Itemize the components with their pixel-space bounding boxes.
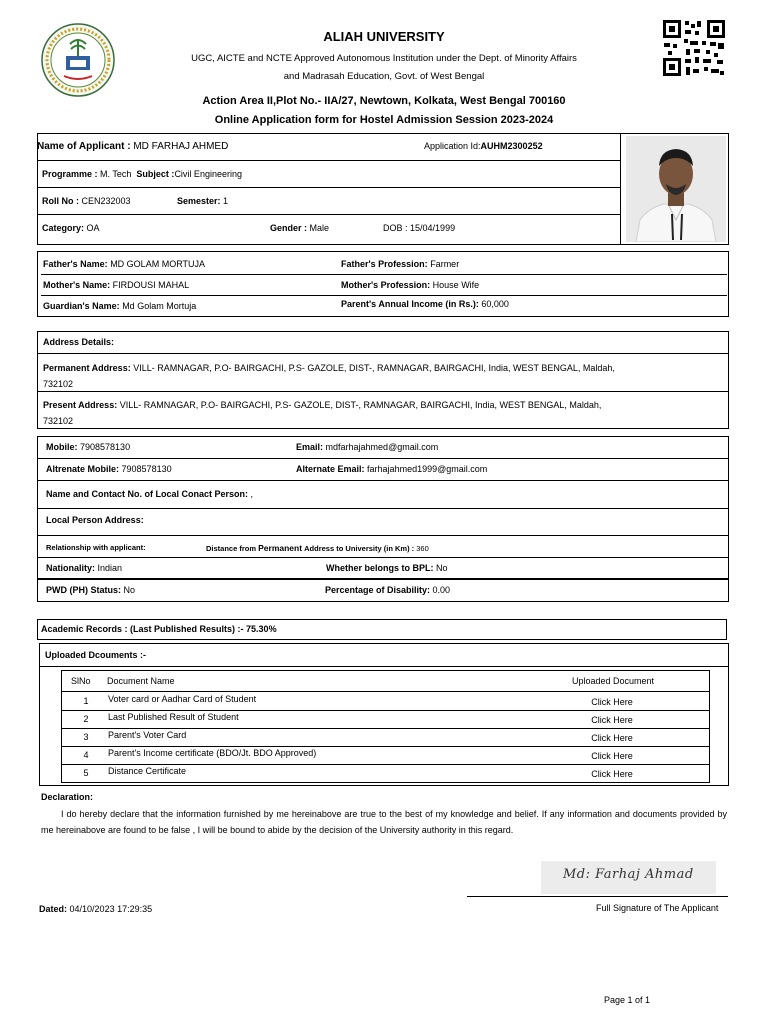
present-address-line1: VILL- RAMNAGAR, P.O- BAIRGACHI, P.S- GAZOLE, DIST-, RAMNAGAR, BAIRGACHI, India, WEST BENGAL, Maldah, [119,400,602,410]
doc-row-name: Parent's Income certificate (BDO/Jt. BDO Approved) [108,748,317,758]
alt-mobile-row: Altrenate Mobile: 7908578130 [46,464,172,474]
signature-line [467,896,728,897]
present-address: Present Address: VILL- RAMNAGAR, P.O- BAIRGACHI, P.S- GAZOLE, DIST-, RAMNAGAR, BAIRGACHI, India, WEST BENGAL, Maldah, 732102 [43,400,602,426]
gender-row: Gender : Male [270,223,330,233]
parent-income: 60,000 [481,299,509,309]
form-title: Online Application form for Hostel Admission Session 2023-2024 [214,114,554,126]
application-id-row: Application Id:AUHM2300252 [424,141,543,151]
parent-income-row: Parent's Annual Income (in Rs.): 60,000 [341,299,509,309]
doc-row-slno: 4 [83,750,89,760]
category-row: Category: OA [42,223,100,233]
university-logo [40,22,116,98]
category: OA [86,223,100,233]
dated-row: Dated: 04/10/2023 17:29:35 [39,904,153,914]
disability: 0.00 [432,585,451,595]
nationality: Indian [97,563,123,573]
doc-row-click-here-link[interactable]: Click Here [591,769,633,779]
mother-profession: House Wife [432,280,480,290]
disability-row: Percentage of Disability: 0.00 [325,585,451,595]
father-name-row: Father's Name: MD GOLAM MORTUJA [43,259,206,269]
university-subtitle-2: and Madrasah Education, Govt. of West Bengal [283,71,485,82]
doc-row-name: Voter card or Aadhar Card of Student [108,694,257,704]
roll-row: Roll No : CEN232003 [42,196,131,206]
academic-records: Academic Records : (Last Published Results) :- 75.30% [41,624,277,634]
doc-row-name: Last Published Result of Student [108,712,239,722]
semester: 1 [223,196,229,206]
permanent-address: Permanent Address: VILL- RAMNAGAR, P.O- BAIRGACHI, P.S- GAZOLE, DIST-, RAMNAGAR, BAIRGACHI, India, WEST BENGAL, Maldah, 732102 [43,363,615,389]
relationship-row: Relationship with applicant: [46,543,146,552]
dated: 04/10/2023 17:29:35 [69,904,153,914]
doc-row-divider [61,764,710,765]
programme-row: Programme : M. Tech Subject :Civil Engineering [42,169,242,179]
mobile-row: Mobile: 7908578130 [46,442,131,452]
permanent-address-line1: VILL- RAMNAGAR, P.O- BAIRGACHI, P.S- GAZOLE, DIST-, RAMNAGAR, BAIRGACHI, India, WEST BENGAL, Maldah, [133,363,615,373]
doc-row-click-here-link[interactable]: Click Here [591,733,633,743]
qr-code-icon [662,19,726,77]
applicant-name: MD FARHAJ AHMED [133,141,229,152]
programme: M. Tech [100,169,132,179]
local-person-row: Name and Contact No. of Local Conact Person: , [46,489,254,499]
mother-profession-row: Mother's Profession: House Wife [341,280,480,290]
documents-heading: Uploaded Dcouments :- [45,650,147,660]
col-header-name: Document Name [107,676,175,686]
university-subtitle-1: UGC, AICTE and NCTE Approved Autonomous Institution under the Dept. of Minority Affairs [191,53,577,64]
father-profession-row: Father's Profession: Farmer [341,259,460,269]
signature-text: Md: Farhaj Ahmad [563,867,694,882]
application-id: AUHM2300252 [480,141,543,151]
university-address: Action Area II,Plot No.- IIA/27, Newtown, Kolkata, West Bengal 700160 [202,95,566,107]
email-row: Email: mdfarhajahmed@gmail.com [296,442,439,452]
doc-row-name: Parent's Voter Card [108,730,187,740]
email: mdfarhajahmed@gmail.com [325,442,439,452]
nationality-row: Nationality: Indian [46,563,123,573]
pwd-status: No [123,585,136,595]
doc-row-name: Distance Certificate [108,766,187,776]
doc-row-slno: 1 [83,696,89,706]
roll-number: CEN232003 [81,196,131,206]
declaration-text: I do hereby declare that the information furnished by me hereinabove are true to the best of my knowledge and belief. If any information and documents provided by me hereinabove are found to be false , I will be bound to abide by the decision of the University authority in this regard. [41,809,727,835]
doc-row-divider [61,728,710,729]
alt-mobile: 7908578130 [121,464,172,474]
doc-row-divider [61,710,710,711]
doc-row-slno: 5 [83,768,89,778]
mobile: 7908578130 [80,442,131,452]
guardian-name-row: Guardian's Name: Md Golam Mortuja [43,301,197,311]
doc-row-click-here-link[interactable]: Click Here [591,751,633,761]
present-address-line2: 732102 [43,416,74,426]
col-header-uploaded: Uploaded Document [571,676,655,686]
doc-row-slno: 2 [83,714,89,724]
applicant-name-row: Name of Applicant : MD FARHAJ AHMED [37,141,229,152]
local-address-row: Local Person Address: [46,515,144,525]
page-number: Page 1 of 1 [604,995,651,1005]
guardian-name: Md Golam Mortuja [122,301,197,311]
applicant-photo [626,136,726,242]
mother-name: FIRDOUSI MAHAL [112,280,190,290]
mother-name-row: Mother's Name: FIRDOUSI MAHAL [43,280,190,290]
semester-row: Semester: 1 [177,196,229,206]
pwd-row: PWD (PH) Status: No [46,585,136,595]
alt-email: farhajahmed1999@gmail.com [367,464,488,474]
address-heading: Address Details: [43,337,115,347]
dob-row: DOB : 15/04/1999 [383,223,456,233]
bpl-row: Whether belongs to BPL: No [326,563,448,573]
father-name: MD GOLAM MORTUJA [110,259,206,269]
distance: 360 [416,544,429,553]
signature-caption: Full Signature of The Applicant [596,903,719,913]
doc-row-divider [61,746,710,747]
father-profession: Farmer [430,259,460,269]
declaration-heading: Declaration: [41,792,94,802]
col-header-slno: SlNo [71,676,91,686]
subject: Civil Engineering [174,169,242,179]
bpl: No [436,563,448,573]
doc-row-click-here-link[interactable]: Click Here [591,715,633,725]
gender: Male [309,223,330,233]
university-name: ALIAH UNIVERSITY [323,29,445,44]
permanent-address-line2: 732102 [43,379,74,389]
doc-row-click-here-link[interactable]: Click Here [591,697,633,707]
dob: 15/04/1999 [410,223,456,233]
signature-image [541,861,716,894]
distance-row: Distance from Permanent Address to University (in Km) : 360 [206,543,429,553]
local-person: , [250,489,254,499]
doc-row-slno: 3 [83,732,89,742]
alt-email-row: Alternate Email: farhajahmed1999@gmail.com [296,464,488,474]
